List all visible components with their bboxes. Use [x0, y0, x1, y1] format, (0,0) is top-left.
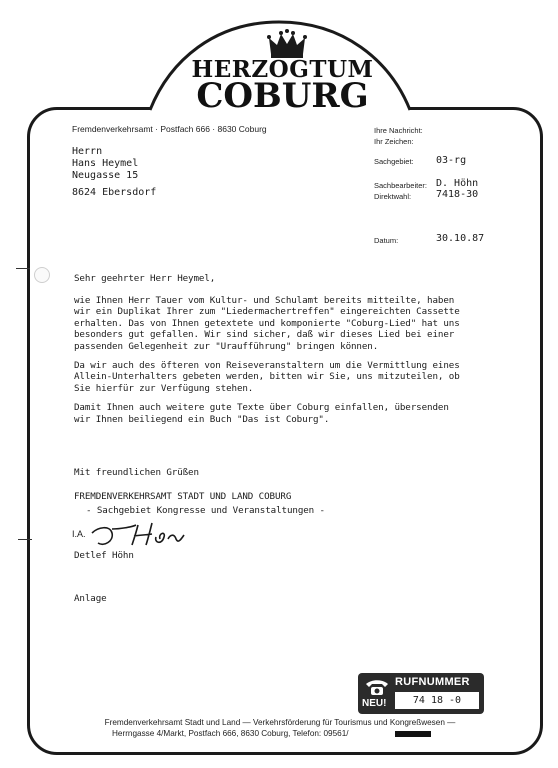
department: - Sachgebiet Kongresse und Veranstaltungen - — [86, 505, 325, 516]
brand-line-2: COBURG — [196, 76, 369, 116]
meta-datum-value: 30.10.87 — [436, 233, 485, 244]
meta-ihre-nachricht: Ihre Nachricht: — [374, 126, 423, 135]
recipient-street: Neugasse 15 — [72, 170, 139, 181]
stamp-title: RUFNUMMER — [395, 676, 470, 688]
footer-line-1: Fremdenverkehrsamt Stadt und Land — Verkehrsförderung für Tourismus und Kongreßwesen — — [104, 718, 456, 727]
signer-name: Detlef Höhn — [74, 550, 134, 561]
meta-datum-label: Datum: — [374, 236, 399, 245]
stamp-badge: NEU! — [362, 698, 387, 709]
paragraph-2: Da wir auch des öfteren von Reiseveranstaltern um die Vermittlung eines Allein-Unterhalters gebeten werden, bitten wir Sie, uns mitzuteilen, ob Sie hierfür zur Verfügung stehen. — [74, 360, 460, 394]
fold-mark — [18, 539, 32, 540]
signature — [90, 519, 190, 549]
punch-hole — [34, 267, 50, 283]
fold-mark — [16, 268, 30, 269]
meta-sachgebiet-label: Sachgebiet: — [374, 157, 414, 166]
recipient-city: 8624 Ebersdorf — [72, 187, 157, 198]
letter-body — [74, 295, 466, 433]
organization: FREMDENVERKEHRSAMT STADT UND LAND COBURG — [74, 491, 292, 502]
paragraph-1: wie Ihnen Herr Tauer vom Kultur- und Schulamt bereits mitteilte, haben wir ein Duplikat Ihrer zum "Liedermachertreffen" eingereichten Cassette erhalten. Das von Ihnen getextete und komponierte "Coburg-Lied" hat uns besonders gut gefallen. Wir sind sicher, daß wir dieses Lied bei einer passenden Gelegenheit zur "Uraufführung" bringen können. — [74, 295, 460, 352]
recipient-salutation: Herrn — [72, 146, 103, 157]
meta-direktwahl-value: 7418-30 — [436, 189, 479, 200]
ia-label: I.A. — [72, 529, 86, 539]
meta-ihr-zeichen: Ihr Zeichen: — [374, 137, 414, 146]
sender-line: Fremdenverkehrsamt · Postfach 666 · 8630 Coburg — [72, 124, 267, 134]
recipient-name: Hans Heymel — [72, 158, 139, 169]
telephone-icon — [364, 678, 390, 696]
brand-line-1: HERZOGTUM — [191, 56, 374, 83]
closing: Mit freundlichen Grüßen — [74, 467, 199, 478]
footer-line-2: Herrngasse 4/Markt, Postfach 666, 8630 Coburg, Telefon: 09561/ — [112, 729, 349, 738]
greeting: Sehr geehrter Herr Heymel, — [74, 273, 216, 284]
enclosure: Anlage — [74, 593, 107, 604]
meta-sachbearbeiter-label: Sachbearbeiter: — [374, 181, 427, 190]
paragraph-3: Damit Ihnen auch weitere gute Texte über Coburg einfallen, übersenden wir Ihnen beiliegend ein Buch "Das ist Coburg". — [74, 402, 449, 425]
phone-number-stamp — [358, 673, 484, 714]
redaction-bar — [395, 731, 431, 737]
meta-sachbearbeiter-value: D. Höhn — [436, 178, 479, 189]
meta-sachgebiet-value: 03-rg — [436, 155, 467, 166]
stamp-number: 74 18 -0 — [395, 692, 479, 709]
meta-direktwahl-label: Direktwahl: — [374, 192, 412, 201]
